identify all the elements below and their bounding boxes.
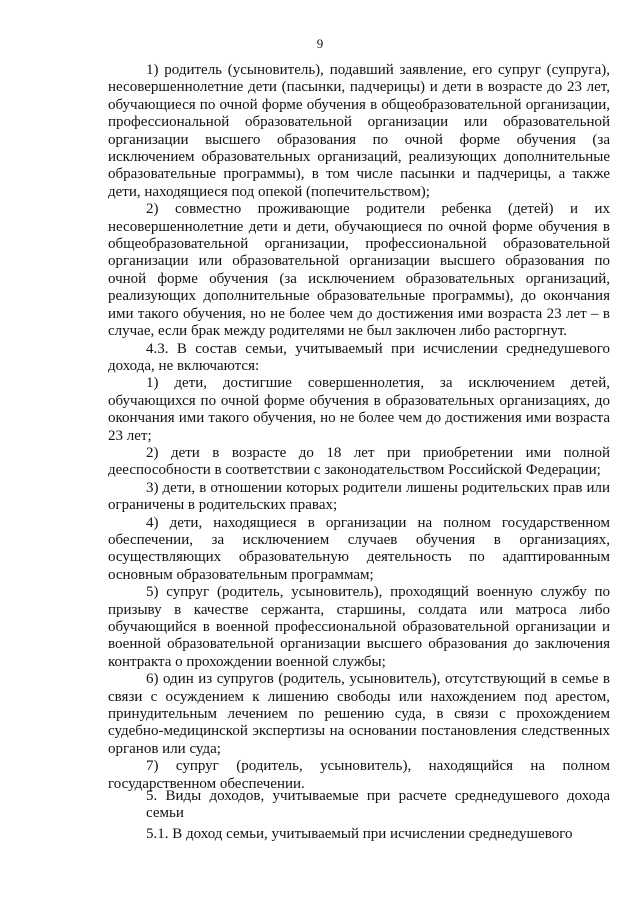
paragraph-family-item-1: 1) родитель (усыновитель), подавший заявление, его супруг (супруга), несовершеннолетние дети (пасынки, падчерицы) и дети в возрасте до 23 лет, обучающиеся по очной форме обучения в общеобразовательной организации, профессиональной образовательной организации или образовательной организации высшего образования по очной форме обучения (за исключением образовательных организаций, реализующих дополнительные образовательные программы), в том числе пасынки и падчерицы, а также дети, находящиеся под опекой (попечительством); [108, 62, 610, 200]
section-heading: 5. Виды доходов, учитываемые при расчете среднедушевого дохода семьи [146, 788, 610, 822]
paragraph-excluded-item-1: 1) дети, достигшие совершеннолетия, за исключением детей, обучающихся по очной форме обучения в образовательных организациях, до окончания ими такого обучения, но не более чем до достижения ими возраста 23 лет; [108, 375, 610, 444]
paragraph-excluded-item-4: 4) дети, находящиеся в организации на полном государственном обеспечении, за исключением случаев обучения в организациях, осуществляющих образовательную деятельность по адаптированным основным образовательным программам; [108, 514, 610, 583]
section-5-heading-block [108, 788, 610, 823]
paragraph-excluded-item-7: 7) супруг (родитель, усыновитель), находящийся на полном государственном обеспечении. [108, 758, 610, 792]
paragraph-excluded-item-6: 6) один из супругов (родитель, усыновитель), отсутствующий в семье в связи с осуждением к лишению свободы или нахождением под арестом, принудительным лечением по решению суда, в связи с прохождением судебно-медицинской экспертизы на основании постановления следственных органов или суда; [108, 671, 610, 757]
paragraph-excluded-item-5: 5) супруг (родитель, усыновитель), проходящий военную службу по призыву в качестве сержанта, старшины, солдата или матроса либо обучающийся в военной профессиональной образовательной организации и военной образовательной организации высшего образования до заключения контракта о прохождении военной службы; [108, 584, 610, 670]
subsection-5-1-block [108, 826, 610, 843]
subsection-5-1: 5.1. В доход семьи, учитываемый при исчислении среднедушевого [146, 826, 573, 842]
paragraph-excluded-item-2: 2) дети в возрасте до 18 лет при приобретении ими полной дееспособности в соответствии с законодательством Российской Федерации; [108, 444, 610, 479]
document-body [108, 62, 610, 793]
paragraph-clause-4-3: 4.3. В состав семьи, учитываемый при исчислении среднедушевого дохода, не включаются: [108, 340, 610, 374]
paragraph-excluded-item-3: 3) дети, в отношении которых родители лишены родительских прав или ограничены в родительских правах; [108, 479, 610, 514]
paragraph-family-item-2: 2) совместно проживающие родители ребенка (детей) и их несовершеннолетние дети и дети, обучающиеся по очной форме обучения в общеобразовательной организации, профессиональной образовательной организации или образовательной организации высшего образования по очной форме обучения (за исключением образовательных организаций, реализующих дополнительные образовательные программы), до окончания ими такого обучения, но не более чем до достижения ими возраста 23 лет – в случае, если брак между родителями не был заключен либо расторгнут. [108, 201, 610, 340]
page-number: 9 [316, 36, 324, 51]
